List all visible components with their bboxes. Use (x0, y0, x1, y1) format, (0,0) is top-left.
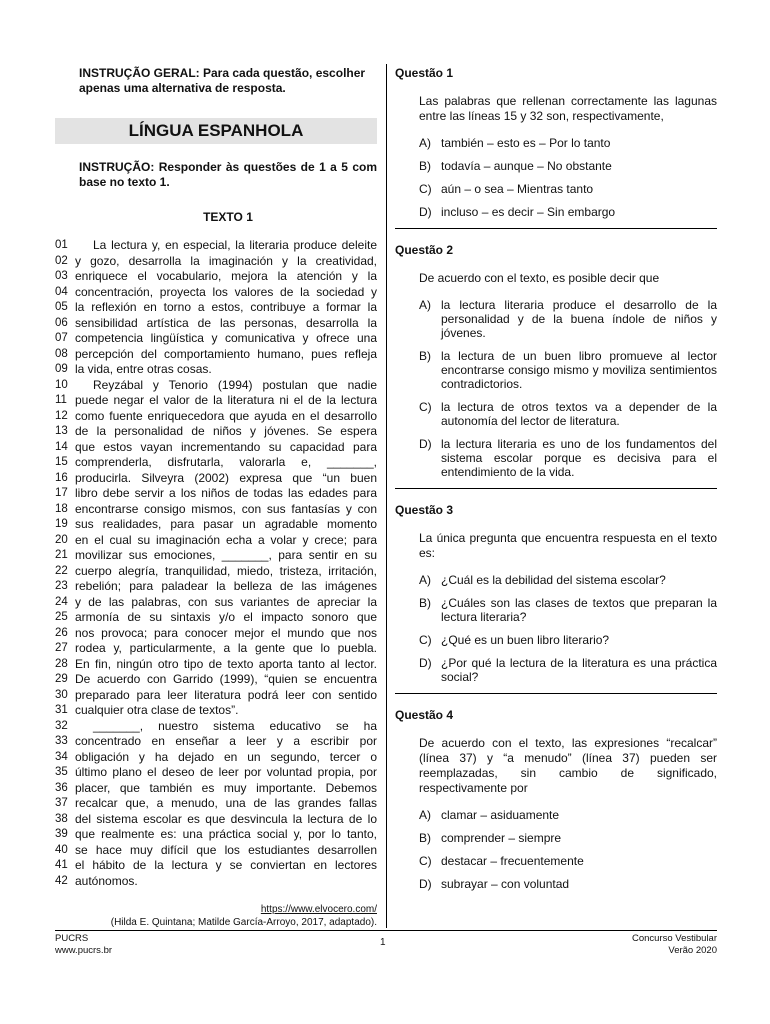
footer-site: www.pucrs.br (55, 945, 113, 956)
option-letter: D) (419, 656, 432, 670)
line-text: comprenderla, disfrutarla, valorarla e, _______, (75, 455, 377, 469)
option-letter: D) (419, 437, 432, 451)
line-text: recalcar que, a menudo, una de las grandes fallas (75, 796, 377, 810)
text-line (55, 610, 377, 626)
option-text: destacar – frecuentemente (441, 854, 584, 868)
line-number: 16 (55, 471, 68, 484)
option-letter: A) (419, 808, 431, 822)
option-letter: B) (419, 596, 431, 610)
line-text: que realmente es: una práctica social y, por lo tanto, (75, 827, 377, 841)
line-text: cuerpo alegría, tranquilidad, miedo, tristeza, irritación, (75, 563, 377, 578)
text-line (55, 672, 377, 688)
line-text: placer, que también es muy importante. Debemos (75, 780, 377, 795)
line-number: 11 (55, 394, 67, 406)
text-line (55, 657, 377, 673)
text-line (55, 254, 377, 270)
line-text: el hábito de la lectura y se conviertan en lectores (75, 858, 377, 872)
text-line (55, 331, 377, 347)
option-d[interactable] (419, 877, 717, 891)
option-letter: B) (419, 349, 431, 363)
question-options (419, 573, 717, 684)
question-options (419, 136, 717, 219)
option-b[interactable] (419, 159, 717, 173)
text-line (55, 703, 377, 719)
text-line (55, 378, 377, 394)
option-letter: D) (419, 877, 432, 891)
line-number: 10 (55, 378, 68, 391)
text-line (55, 750, 377, 766)
text-line (55, 734, 377, 750)
line-text: encontrarse consigo mismos, con sus fantasías y con (75, 501, 377, 516)
text-line (55, 300, 377, 316)
line-text: competencia lingüística y comunicativa y ofrece una (75, 331, 377, 345)
option-text: subrayar – con voluntad (441, 877, 570, 891)
line-text: obligación y ha dejado en un segundo, tercer o (75, 749, 377, 764)
line-text: en el cual su imaginación echa a volar y crece; para (75, 532, 377, 547)
question-separator (395, 488, 717, 489)
text-line (55, 424, 377, 440)
line-text: armonía de su sintaxis y/o el impacto sonoro que (75, 610, 377, 624)
question-title: Questão 4 (395, 708, 454, 722)
line-number: 19 (55, 518, 68, 530)
option-d[interactable] (419, 205, 717, 219)
option-text: comprender – siempre (441, 831, 562, 845)
line-number: 02 (55, 254, 68, 267)
line-number: 23 (55, 580, 68, 592)
text-line (55, 641, 377, 657)
option-letter: A) (419, 136, 431, 150)
text-line (55, 409, 377, 425)
line-number: 04 (55, 285, 68, 298)
line-text: percepción del comportamiento humano, pues refleja (75, 346, 377, 361)
text-line (55, 579, 377, 595)
option-letter: B) (419, 159, 431, 173)
text-line (55, 858, 377, 874)
line-number: 32 (55, 719, 68, 732)
question-title: Questão 3 (395, 503, 454, 517)
line-text: como fuente enriquecedora que ayuda en el desarrollo (75, 408, 377, 423)
instruction: INSTRUÇÃO: Responder às questões de 1 a 5 com base no texto 1. (79, 160, 377, 189)
option-text: todavía – aunque – No obstante (441, 159, 612, 173)
line-text: del sistema escolar es que desvincula la lectura de lo (75, 811, 377, 826)
line-number: 12 (55, 409, 68, 422)
text-line (55, 827, 377, 843)
text-line (55, 843, 377, 859)
text-line (55, 688, 377, 704)
line-number: 07 (55, 332, 68, 344)
line-text: sus realidades, para pasar un agradable momento (75, 517, 377, 531)
option-b[interactable] (419, 349, 717, 391)
option-text: incluso – es decir – Sin embargo (441, 205, 616, 219)
text-line (55, 564, 377, 580)
question-separator (395, 228, 717, 229)
section-title: LÍNGUA ESPANHOLA (55, 118, 377, 144)
footer-season: Verão 2020 (668, 945, 717, 956)
option-a[interactable] (419, 808, 717, 822)
line-text: libro debe servir a los niños de todas las edades para (75, 486, 377, 500)
option-letter: A) (419, 298, 431, 312)
text-line (55, 626, 377, 642)
text-line (55, 269, 377, 285)
line-text: enriquece el vocabulario, mejora la atención y la (75, 269, 377, 283)
line-number: 36 (55, 781, 68, 794)
line-number: 05 (55, 301, 68, 313)
option-text: la lectura de otros textos va a depender de la autonomía del lector de literatura. (441, 400, 717, 428)
line-text: sensibilidad artística de las personas, desarrolla la (75, 315, 377, 330)
line-number: 38 (55, 812, 68, 825)
text-line (55, 548, 377, 564)
option-c[interactable] (419, 182, 717, 196)
text-line (55, 719, 377, 735)
option-text: también – esto es – Por lo tanto (441, 136, 611, 150)
line-text: autónomos. (75, 873, 138, 888)
option-letter: C) (419, 854, 432, 868)
line-text: último plano el deseo de leer por voluntad propia, por (75, 765, 377, 779)
line-text: concentrado en enseñar a leer y a escribir por (75, 734, 377, 748)
line-number: 03 (55, 270, 68, 282)
option-d[interactable] (419, 437, 717, 479)
text-line (55, 595, 377, 611)
text-line (55, 362, 377, 378)
text-line (55, 517, 377, 533)
option-letter: B) (419, 831, 431, 845)
option-a[interactable] (419, 136, 717, 150)
line-number: 42 (55, 874, 68, 887)
text-line (55, 812, 377, 828)
text-line (55, 533, 377, 549)
page-footer (55, 930, 717, 971)
line-number: 14 (55, 440, 68, 453)
option-text: clamar – asiduamente (441, 808, 560, 822)
text-line (55, 765, 377, 781)
line-number: 40 (55, 843, 68, 856)
line-number: 18 (55, 502, 68, 515)
option-text: la lectura literaria es uno de los fundamentos del sistema escolar porque es decisiva para el entendimiento de la vida. (441, 437, 717, 479)
source-url[interactable]: https://www.elvocero.com/ (260, 904, 377, 915)
line-text: preparado para leer literatura podrá leer con sentido (75, 687, 377, 702)
line-number: 35 (55, 766, 68, 778)
option-text: la lectura literaria produce el desarrollo de la personalidad y de la buena índole de niños y jóvenes. (441, 298, 717, 340)
option-letter: D) (419, 205, 432, 219)
line-number: 39 (55, 828, 68, 840)
line-number: 24 (55, 595, 68, 608)
text-line (55, 347, 377, 363)
question-stem: De acuerdo con el texto, es posible decir que (419, 271, 660, 285)
source (55, 903, 377, 929)
line-number: 20 (55, 533, 68, 546)
option-letter: A) (419, 573, 431, 587)
line-number: 34 (55, 750, 68, 763)
line-number: 01 (55, 239, 68, 251)
option-text: ¿Qué es un buen libro literario? (441, 633, 610, 647)
text-line (55, 874, 377, 890)
line-text: rebelión; para paladear la belleza de las imágenes (75, 579, 377, 593)
text-line (55, 238, 377, 254)
line-number: 28 (55, 657, 68, 670)
page-number: 1 (380, 937, 386, 948)
question-title: Questão 1 (395, 66, 454, 80)
question-1 (395, 66, 717, 219)
question-options (419, 298, 717, 479)
question-separator (395, 693, 717, 694)
left-column (55, 66, 377, 929)
line-text: que estos vayan incrementando su capacidad para (75, 439, 377, 454)
text-line (55, 455, 377, 471)
line-number: 09 (55, 363, 68, 375)
line-text: cualquier otra clase de textos”. (75, 703, 239, 717)
option-text: ¿Cuáles son las clases de textos que preparan la lectura literaria? (441, 596, 717, 624)
line-number: 41 (55, 859, 68, 871)
option-letter: C) (419, 400, 432, 414)
line-number: 13 (55, 425, 68, 437)
option-text: ¿Por qué la lectura de la literatura es una práctica social? (441, 656, 717, 684)
line-number: 21 (55, 549, 68, 561)
option-c[interactable] (419, 400, 717, 428)
option-a[interactable] (419, 298, 717, 340)
text-line (55, 471, 377, 487)
line-text: movilizar sus emociones, _______, para sentir en su (75, 548, 377, 562)
line-number: 22 (55, 564, 68, 577)
line-number: 06 (55, 316, 68, 329)
option-text: ¿Cuál es la debilidad del sistema escolar? (441, 573, 666, 587)
option-a[interactable] (419, 573, 717, 587)
option-c[interactable] (419, 854, 717, 868)
text-lines (55, 238, 377, 889)
option-c[interactable] (419, 633, 717, 647)
line-number: 26 (55, 626, 68, 639)
text-line (55, 781, 377, 797)
text-title: TEXTO 1 (203, 210, 253, 224)
option-letter: C) (419, 182, 432, 196)
line-text: la vida, entre otras cosas. (75, 362, 212, 376)
line-text: nos provoca; para conocer mejor el mundo que nos (75, 625, 377, 640)
question-options (419, 808, 717, 891)
option-letter: C) (419, 633, 432, 647)
line-number: 29 (55, 673, 68, 685)
line-number: 17 (55, 487, 68, 499)
text-line (55, 440, 377, 456)
line-number: 15 (55, 456, 68, 468)
text-line (55, 796, 377, 812)
line-text: concentración, proyecta los valores de la sociedad y (75, 284, 377, 299)
question-stem: De acuerdo con el texto, las expresiones “recalcar” (línea 37) y “a menudo” (línea 37) pueden ser reemplazadas, sin cambio de significado, respectivamente por (419, 736, 717, 795)
option-text: la lectura de un buen libro promueve al lector encontrarse consigo mismo y moviliza sentimientos contradictorios. (441, 349, 717, 391)
question-2 (395, 243, 717, 479)
general-instruction: INSTRUÇÃO GERAL: Para cada questão, escolher apenas uma alternativa de resposta. (79, 66, 366, 95)
line-number: 37 (55, 797, 68, 809)
line-number: 33 (55, 735, 68, 747)
text-line (55, 316, 377, 332)
option-text: aún – o sea – Mientras tanto (441, 182, 594, 196)
text-line (55, 502, 377, 518)
source-credit: (Hilda E. Quintana; Matilde García-Arroyo, 2017, adaptado). (110, 917, 377, 928)
line-text: En fin, ningún otro tipo de texto aporta tanto al lector. (75, 656, 377, 671)
line-number: 30 (55, 688, 68, 701)
option-b[interactable] (419, 596, 717, 624)
column-divider (386, 64, 387, 928)
questions-column (395, 66, 717, 900)
question-4 (395, 708, 717, 891)
footer-exam: Concurso Vestibular (631, 933, 717, 944)
option-b[interactable] (419, 831, 717, 845)
line-text: de la personalidad de niños y jóvenes. Se espera (75, 424, 377, 438)
text-line (55, 393, 377, 409)
line-text: y gozo, desarrolla la imaginación y la creatividad, (75, 253, 377, 268)
option-d[interactable] (419, 656, 717, 684)
footer-org: PUCRS (55, 933, 89, 944)
line-number: 08 (55, 347, 68, 360)
line-text: _______, nuestro sistema educativo se ha (93, 718, 377, 733)
line-text: y de las palabras, con sus variantes de apreciar la (75, 594, 377, 609)
text-line (55, 486, 377, 502)
line-text: producirla. Silveyra (2002) expresa que “un buen (75, 470, 377, 485)
text-line (55, 285, 377, 301)
question-title: Questão 2 (395, 243, 454, 257)
question-stem: La única pregunta que encuentra respuesta en el texto es: (419, 531, 717, 560)
line-text: Reyzábal y Tenorio (1994) postulan que nadie (93, 377, 377, 392)
line-number: 25 (55, 611, 68, 623)
question-stem: Las palabras que rellenan correctamente las lagunas entre las líneas 15 y 32 son, respectivamente, (419, 94, 717, 123)
line-number: 27 (55, 642, 68, 654)
line-text: rodea y, particularmente, a la gente que lo puebla. (75, 641, 377, 655)
line-text: puede negar el valor de la literatura ni el de la lectura (75, 393, 377, 407)
line-text: se hace muy difícil que los estudiantes desarrollen (75, 842, 377, 857)
line-text: La lectura y, en especial, la literaria produce deleite (93, 238, 377, 252)
line-number: 31 (55, 704, 68, 716)
line-text: la reflexión en torno a estos, contribuye a formar la (75, 300, 377, 314)
question-3 (395, 503, 717, 684)
line-text: De acuerdo con Garrido (1999), “quien se encuentra (75, 672, 377, 686)
